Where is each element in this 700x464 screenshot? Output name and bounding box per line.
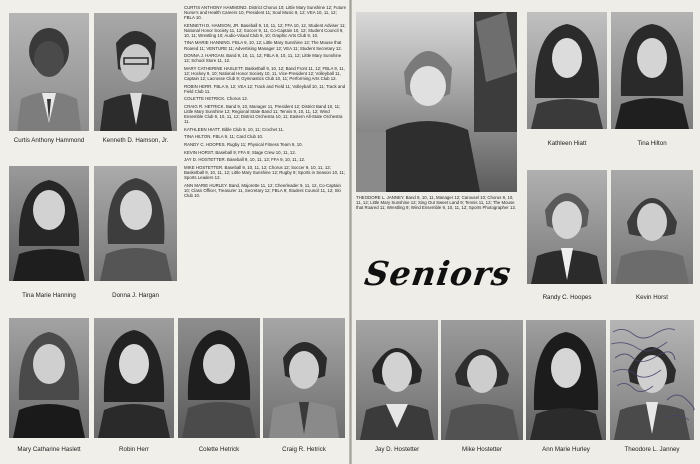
- caption-theodore: Theodore L. Janney: [624, 446, 680, 453]
- portrait-photo-tina: [611, 12, 693, 129]
- caption-annmarie: Ann Marie Hurley: [542, 446, 590, 453]
- bio-curtis: CURTIS ANTHONY HAMMOND. District Chorus 10; Little Mary Sunshine 12; Future Nurse's and Health Careers 10, President 11; Soul Music 9, 12; VEA 10, 11, 12; FBLA 10.: [184, 5, 347, 21]
- portrait-photo-mike: [441, 320, 523, 440]
- portrait-photo-randy: [527, 170, 607, 284]
- portrait-photo-theodore: [610, 320, 694, 440]
- bio-kenneth: KENNETH D. HAMSON, JR. Baseball 9, 10, 11, 12; FFA 10, 12, Student Adviser 11; National Honor Society 11, 12; Soccer 9, 11, Co-Captain 10, 12; Student Council 9, 10, 11; Wrestling 10; Audio-Visual Club 9, 10; Graphic Arts Club 9, 10.: [184, 22, 346, 38]
- caption-robin: Robin Herr: [119, 446, 149, 453]
- page-title: Seniors: [362, 254, 515, 293]
- caption-tinamarie: Tina Marie Hanning: [22, 292, 76, 299]
- portrait-photo-jay: [356, 320, 438, 440]
- caption-randy: Randy C. Hoopes: [542, 294, 592, 301]
- caption-marycath: Mary Catharine Haslett: [17, 446, 81, 453]
- portrait-photo-tinamarie: [9, 166, 89, 281]
- bio-column: [184, 5, 348, 200]
- caption-tina: Tina Hilton: [637, 140, 667, 147]
- portrait-photo-donna: [94, 166, 177, 281]
- bio-tina: TINA HILTON. FBLA 9, 11; Card Club 10.: [184, 134, 264, 140]
- bio-janney: THEODORE L. JANNEY. Band 9, 10, 11, Manager 12; Carousel 10; Chorus 9, 10, 11, 12; Little Mary Sunshine 12; Sing Out Sweet Land 9; Tennis 11, 12; The Mouse that Roared 11; Wrestling 9; Wind Ensemble 9, 10, 11, 12; Sports Photographer 12.: [356, 195, 517, 211]
- bio-mike: MIKE HOSTETTER. Baseball 9, 10, 11, 12; Chorus 12; Soccer 9, 10, 11, 12; Basketball 9, 10, 11, 12; Little Mary Sunshine 12; Rugby 9; Sports in Season 10, 11; Sports Leaders 12.: [184, 164, 346, 180]
- caption-mike: Mike Hostetter: [462, 446, 502, 453]
- caption-colette: Colette Hetrick: [198, 446, 240, 453]
- bio-donna: DONNA J. HARGAN. Band 9, 10, 11, 12; FBLA 9, 10, 11, 12; Little Mary Sunshine 12; School Store 11, 12.: [184, 53, 342, 64]
- bio-kathleen: KATHLEEN HIATT. Bible Club 9, 10, 11; Crochet 11.: [184, 126, 285, 132]
- caption-kathleen: Kathleen Hiatt: [547, 140, 587, 147]
- bio-marycath: MARY CATHERINE HASLETT. Basketball 9, 10, 12; Band Front 11, 12; FBLA 9, 11, 12; Hockey 9, 10; National Honor Society 10, 11, Vice-President 12; Volleyball 11, Captain 12; Lacrosse Club 9; Gymnastics Club 10, 11; Performing Arts Club 12.: [184, 65, 345, 81]
- bio-annmarie: ANN MARIE HURLEY. Band, Majorette 11, 12; Cheerleader 9, 11, 12, Co-Captain 10; Class Officer, Treasurer 11, Secretary 12; FBLA 9; Student Council 11, 12; Ski Club 10.: [184, 182, 341, 198]
- portrait-photo-kathleen: [527, 12, 607, 129]
- portrait-photo-kevin: [611, 170, 693, 284]
- portrait-photo-craig: [263, 318, 345, 438]
- caption-curtis: Curtis Anthony Hammond: [13, 137, 85, 144]
- bio-randy: RANDY C. HOOPES. Rugby 11; Physical Fitness Team 9, 10.: [184, 141, 303, 147]
- caption-jay: Jay D. Hostetter: [374, 446, 420, 453]
- bio-robin: ROBIN HERR. FBLA 9, 12; VEA 12; Track and Field 11; Volleyball 10, 11; Track and Field Club 11.: [184, 83, 346, 94]
- caption-donna: Donna J. Hargan: [112, 292, 159, 299]
- portrait-photo-colette: [178, 318, 260, 438]
- portrait-photo-robin: [94, 318, 174, 438]
- bio-tinamarie: TINA MARIE HANNING. FBLA 9, 10, 12; Little Mary Sunshine 12; The Mouse that Roared 11; VENTURE 11; Advertising Manager 12; VEA 11; Student Secretary 12.: [184, 40, 342, 51]
- caption-kenneth: Kenneth D. Hamson, Jr.: [102, 137, 169, 144]
- bio-colette: COLETTE HETRICK. Chorus 12.: [184, 96, 248, 102]
- page-gutter: [349, 0, 352, 464]
- portrait-photo-kenneth: [94, 13, 177, 131]
- bio-jay: JAY D. HOSTETTER. Baseball 9, 10, 11, 12; FFA 9, 10, 11, 12.: [184, 157, 306, 163]
- bio-craig: CRAIG R. HETRICK. Band 9, 10, Manager 11, President 12; District Band 10, 11; Little Mary Sunshine 12; Regional State Band 11; Tennis 9, 10, 11, 12; Wind Ensemble Club 9, 10, 11, 12; District Orchestra 10, 11; Eastern All-State Orchestra 11.: [184, 103, 343, 125]
- candid-photo-janney: [356, 12, 517, 192]
- caption-craig: Craig R. Hetrick: [282, 446, 326, 453]
- portrait-photo-marycath: [9, 318, 89, 438]
- bio-kevin: KEVIN HORST. Baseball 9; FFA 9; Stage Crew 10, 11, 12.: [184, 149, 296, 155]
- caption-kevin: Kevin Horst: [636, 294, 668, 301]
- portrait-photo-annmarie: [526, 320, 606, 440]
- portrait-photo-curtis: [9, 13, 89, 131]
